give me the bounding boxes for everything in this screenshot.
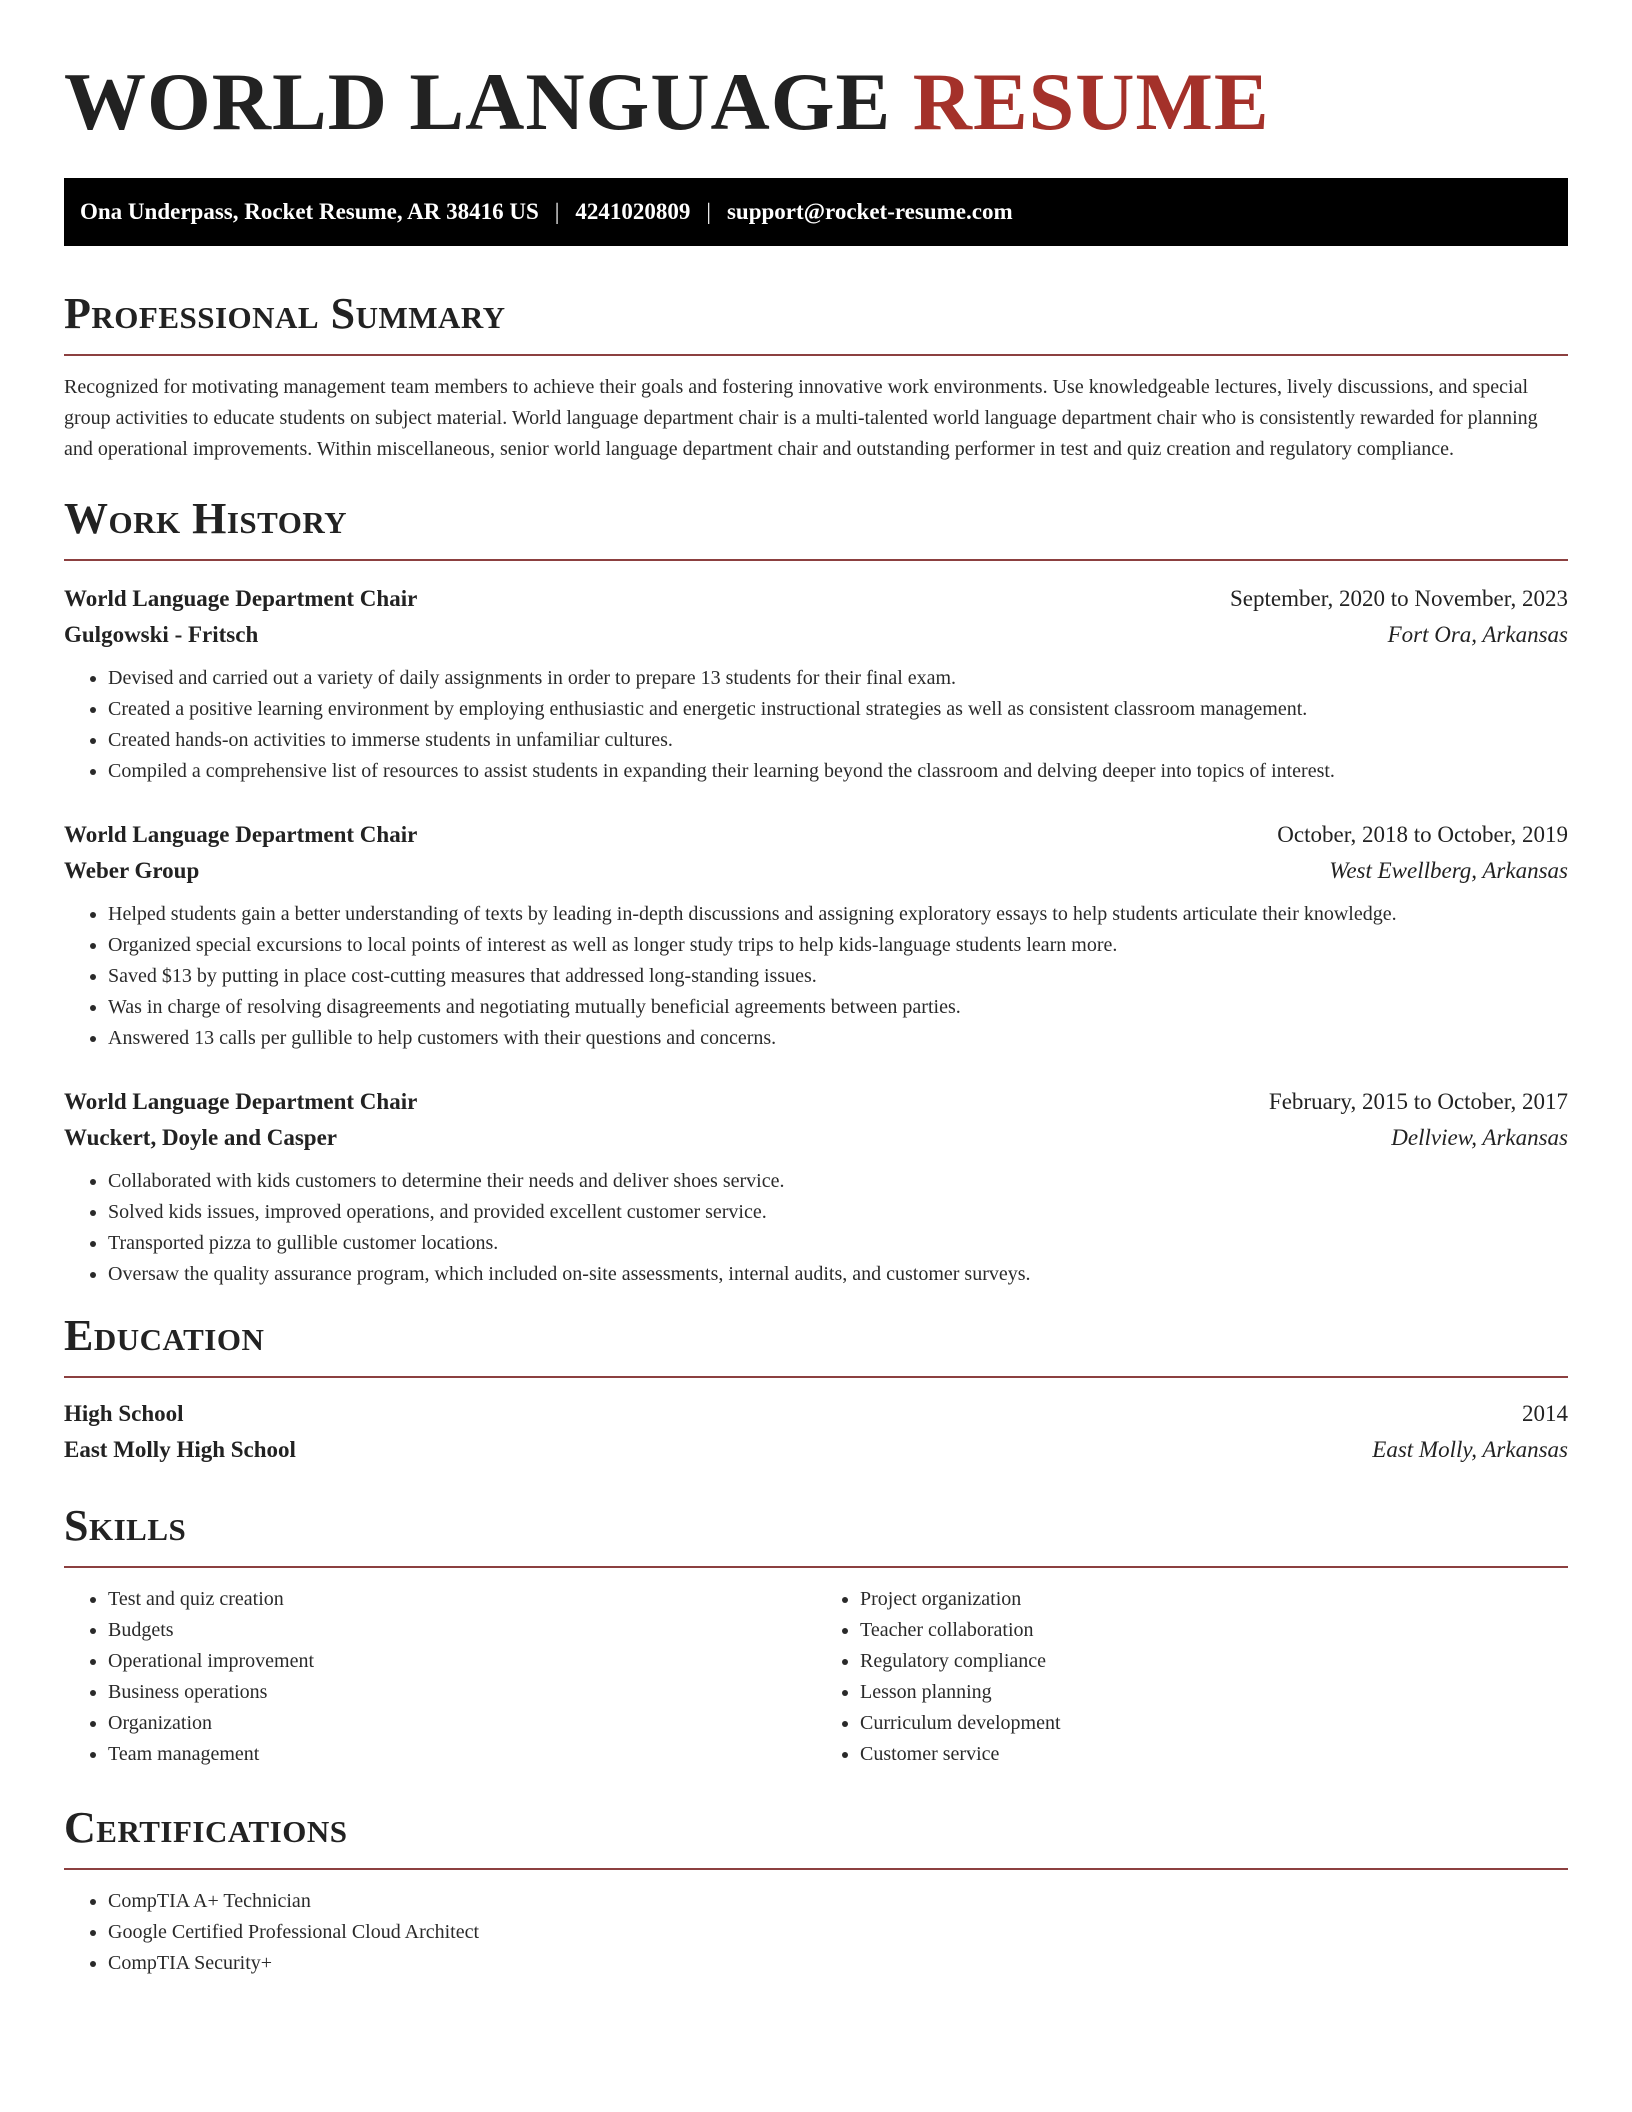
section-divider (64, 354, 1568, 356)
job-bullet: • Solved kids issues, improved operations, and provided excellent customer service. (108, 1197, 1568, 1228)
job-bullet: • Collaborated with kids customers to determine their needs and deliver shoes service. (108, 1166, 1568, 1197)
certification-item: • CompTIA Security+ (108, 1948, 1568, 1979)
job-bullet: • Was in charge of resolving disagreements and negotiating mutually beneficial agreements between parties. (108, 992, 1568, 1023)
job-title: World Language Department Chair (64, 586, 418, 611)
job-bullet: • Saved $13 by putting in place cost-cutting measures that addressed long-standing issues. (108, 961, 1568, 992)
section-divider (64, 1566, 1568, 1568)
job-company: Gulgowski - Fritsch (64, 622, 259, 647)
section-heading: Work History (64, 494, 348, 543)
section-divider (64, 1376, 1568, 1378)
skill-item: • Budgets (108, 1615, 816, 1646)
section-heading: Certifications (64, 1803, 348, 1852)
education-section (64, 1308, 1568, 1468)
certifications-section (64, 1800, 1568, 1979)
contact-bar (64, 178, 1568, 246)
job-company-row (64, 853, 1568, 889)
certification-item: • CompTIA A+ Technician (108, 1886, 1568, 1917)
skill-item: • Regulatory compliance (860, 1646, 1568, 1677)
resume-title (64, 52, 1568, 152)
contact-separator: | (706, 199, 711, 224)
section-heading: Professional Summary (64, 289, 506, 338)
section-heading: Skills (64, 1501, 187, 1550)
job-company: Wuckert, Doyle and Casper (64, 1125, 338, 1150)
education-degree: High School (64, 1401, 184, 1426)
job-bullet: • Devised and carried out a variety of daily assignments in order to prepare 13 students for their final exam. (108, 663, 1568, 694)
skill-item: • Test and quiz creation (108, 1584, 816, 1615)
job-company: Weber Group (64, 858, 200, 883)
section-divider (64, 1868, 1568, 1870)
skills-list-left (64, 1584, 816, 1770)
job-bullet: • Compiled a comprehensive list of resources to assist students in expanding their learning beyond the classroom and delving deeper into topics of interest. (108, 756, 1568, 787)
skills-section (64, 1498, 1568, 1770)
job-entry (64, 581, 1568, 787)
title-main: WORLD LANGUAGE (64, 56, 892, 147)
skill-item: • Organization (108, 1708, 816, 1739)
contact-address: Ona Underpass, Rocket Resume, AR 38416 US (80, 199, 539, 224)
title-accent: RESUME (912, 56, 1270, 147)
skill-item: • Operational improvement (108, 1646, 816, 1677)
skill-item: • Lesson planning (860, 1677, 1568, 1708)
certifications-list (64, 1886, 1568, 1979)
work-history-section (64, 491, 1568, 1290)
skill-item: • Business operations (108, 1677, 816, 1708)
contact-email[interactable]: support@rocket-resume.com (726, 199, 1013, 224)
skill-item: • Team management (108, 1739, 816, 1770)
contact-separator: | (554, 199, 560, 224)
job-bullet: • Created a positive learning environment by employing enthusiastic and energetic instructional strategies as well as consistent classroom management. (108, 694, 1568, 725)
job-header-row (64, 817, 1568, 853)
skill-item: • Customer service (860, 1739, 1568, 1770)
job-bullet: • Created hands-on activities to immerse students in unfamiliar cultures. (108, 725, 1568, 756)
summary-section (64, 286, 1568, 465)
job-bullet: • Oversaw the quality assurance program, which included on-site assessments, internal audits, and customer surveys. (108, 1259, 1568, 1290)
job-entry (64, 817, 1568, 1054)
job-entry (64, 1084, 1568, 1290)
job-company-row (64, 617, 1568, 653)
education-school: East Molly High School (64, 1437, 296, 1462)
job-list (64, 581, 1568, 1290)
job-location: West Ewellberg, Arkansas (1329, 858, 1568, 883)
education-row (64, 1432, 1568, 1468)
skill-item: • Curriculum development (860, 1708, 1568, 1739)
job-title: World Language Department Chair (64, 1089, 418, 1114)
education-row (64, 1396, 1568, 1432)
job-location: Fort Ora, Arkansas (1387, 622, 1568, 647)
certification-item: • Google Certified Professional Cloud Architect (108, 1917, 1568, 1948)
education-entry (64, 1396, 1568, 1468)
skills-columns (64, 1584, 1568, 1770)
job-bullet-list (64, 663, 1568, 787)
job-header-row (64, 581, 1568, 617)
summary-text: Recognized for motivating management team members to achieve their goals and fostering innovative work environments. Use knowledgeable lectures, lively discussions, and special group activities to educate students on subject material. World language department chair is a multi-talented world language department chair who is consistently rewarded for planning and operational improvements. Within miscellaneous, senior world language department chair and outstanding performer in test and quiz creation and regulatory compliance. (64, 376, 1538, 460)
section-heading: Education (64, 1311, 265, 1360)
job-header-row (64, 1084, 1568, 1120)
job-bullet: • Transported pizza to gullible customer locations. (108, 1228, 1568, 1259)
contact-phone: 4241020809 (575, 199, 691, 224)
job-location: Dellview, Arkansas (1391, 1125, 1568, 1150)
skills-list-right (816, 1584, 1568, 1770)
job-dates: October, 2018 to October, 2019 (1277, 822, 1568, 847)
job-bullet: • Answered 13 calls per gullible to help customers with their questions and concerns. (108, 1023, 1568, 1054)
job-dates: February, 2015 to October, 2017 (1268, 1089, 1568, 1114)
job-bullet: • Helped students gain a better understanding of texts by leading in-depth discussions and assigning exploratory essays to help students articulate their knowledge. (108, 899, 1568, 930)
job-title: World Language Department Chair (64, 822, 418, 847)
education-location: East Molly, Arkansas (1372, 1437, 1568, 1462)
job-bullet: • Organized special excursions to local points of interest as well as longer study trips to help kids-language students learn more. (108, 930, 1568, 961)
job-bullet-list (64, 1166, 1568, 1290)
skill-item: • Project organization (860, 1584, 1568, 1615)
job-company-row (64, 1120, 1568, 1156)
job-dates: September, 2020 to November, 2023 (1230, 586, 1568, 611)
skill-item: • Teacher collaboration (860, 1615, 1568, 1646)
section-divider (64, 559, 1568, 561)
job-bullet-list (64, 899, 1568, 1054)
education-year: 2014 (1522, 1401, 1568, 1426)
